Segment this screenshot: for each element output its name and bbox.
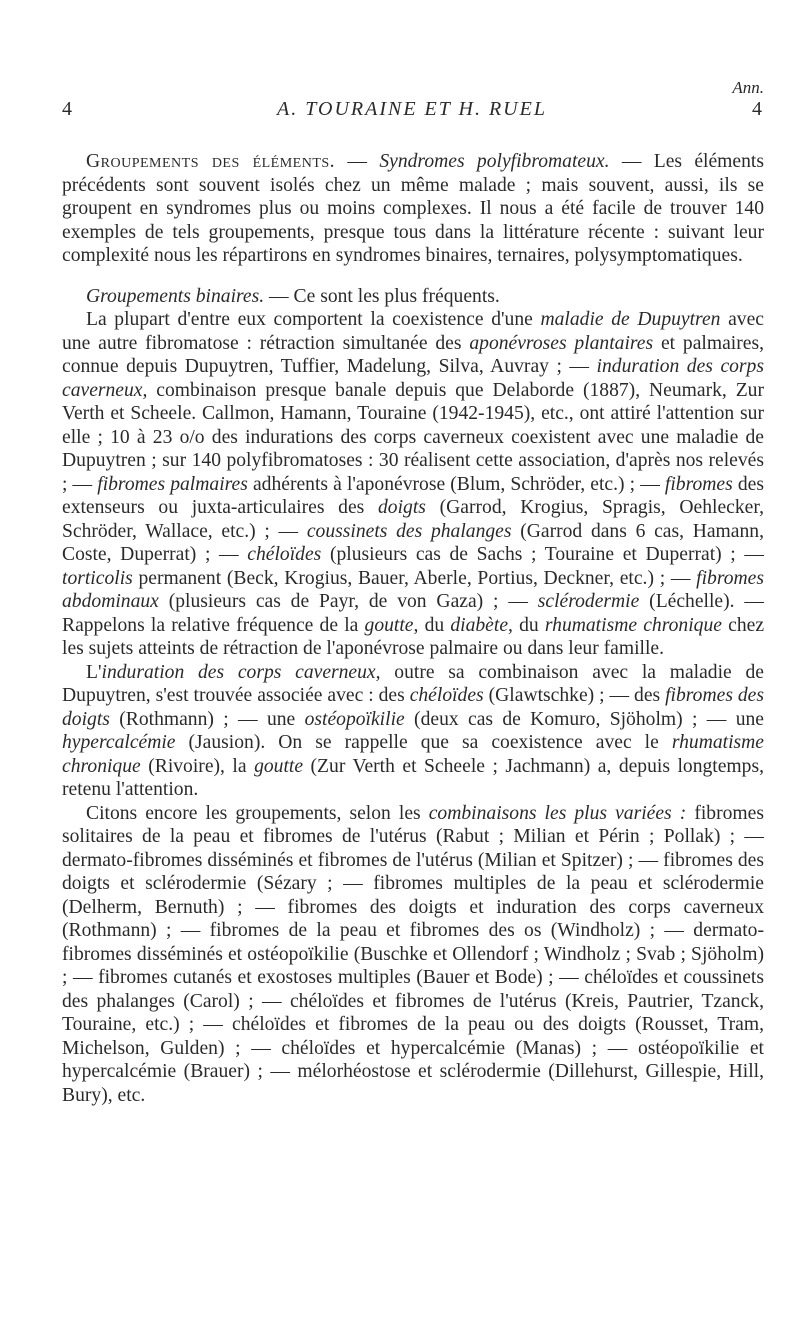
italic-term: doigts [378, 497, 426, 518]
paragraph-text: — Ce sont les plus fréquents. [264, 285, 500, 307]
page-number-left: 4 [62, 98, 72, 120]
italic-term: induration des corps caverneux, [62, 356, 764, 401]
text-run: (Glawtschke) ; — des [483, 685, 666, 706]
section-heading: Groupements des éléments. [86, 151, 336, 172]
text-run: (Zur Verth et Scheele ; Jachmann) a, depuis longtemps, retenu l'attention. [62, 755, 764, 800]
text-run: permanent (Beck, Krogius, Bauer, Aberle, Portius, Deckner, etc.) ; — [132, 567, 697, 589]
italic-term: coussinets des phalanges [306, 520, 512, 542]
text-run: du [512, 614, 545, 636]
running-title: A. TOURAINE ET H. RUEL [277, 98, 547, 120]
text-run: La plupart d'entre eux comportent la coexistence d'une [86, 309, 541, 330]
text-run: (plusieurs cas de Payr, de von Gaza) ; — [158, 591, 538, 612]
text-run: (Jausion). On se rappelle que sa coexistence avec le [175, 732, 672, 753]
text-run: (deux cas de Komuro, Sjöholm) ; — une [404, 708, 764, 730]
paragraph-citons [62, 802, 764, 1108]
text-run: (Garrod, Krogius, Spragis, Oehlecker, Schröder, Wallace, etc.) ; — [62, 497, 764, 542]
italic-term: goutte, [364, 614, 419, 636]
italic-term: ostéopoïkilie [304, 708, 405, 730]
italic-term: goutte [254, 755, 304, 777]
paragraph-text: — Les éléments précédents sont souvent isolés chez un même malade ; mais souvent, aussi, ils se groupent en syndromes plus ou moins complexes. Il nous a été facile de trouver 140 exemples de tels groupements, presque tous dans la littérature récente : suivant leur complexité nous les répartirons en syndromes binaires, ternaires, polysymptomatiques. [62, 151, 764, 266]
text-run: (plusieurs cas de Sachs ; Touraine et Duperrat) ; — [321, 544, 764, 565]
italic-term: rhumatisme chronique [544, 614, 722, 636]
text-run: des extenseurs ou juxta-articulaires des [62, 473, 764, 518]
text-run: L' [86, 661, 102, 683]
paragraph-groupements [62, 150, 764, 268]
italic-term: sclérodermie [537, 591, 640, 612]
paragraph-plupart [62, 308, 764, 661]
text-run: (Rivoire), la [140, 755, 255, 777]
italic-term: diabète, [450, 614, 513, 636]
text-run: (Rothmann) ; — une [109, 708, 305, 730]
text-run: (Léchelle). — Rappelons la relative fréquence de la [62, 591, 764, 636]
italic-term: fibromes des doigts [62, 685, 765, 730]
text-run: fibromes solitaires de la peau et fibromes de l'utérus (Rabut ; Milian et Périn ; Pollak) ; — dermato-fibromes disséminés et fibromes de l'utérus (Milian et Spitzer) ; — fibromes des doigts et sclérodermie (Sézary ; — fibromes multiples de la peau et sclérodermie (Delherm, Bernuth) ; — fibromes des doigts et induration des corps caverneux (Rothmann) ; — fibromes de la peau et fibromes des os (Windholz) ; — dermato-fibromes disséminés et ostéopoïkilie (Buschke et Ollendorf ; Windholz ; Svab ; Sjöholm) ; — fibromes cutanés et exostoses multiples (Bauer et Bode) ; — chéloïdes et coussinets des phalanges (Carol) ; — chéloïdes et fibromes de l'utérus (Kreis, Pautrier, Tzanck, Touraine, etc.) ; — chéloïdes et fibromes de la peau ou des doigts (Rousset, Tram, Michelson, Gulden) ; — chéloïdes et hypercalcémie (Manas) ; — ostéopoïkilie et hypercalcémie (Brauer) ; — mélorhéostose et sclérodermie (Dillehurst, Gillespie, Hill, Bury), etc. [62, 802, 764, 1106]
text-run: du [418, 614, 451, 636]
italic-term: induration des corps caverneux, [101, 661, 381, 683]
body-text [62, 150, 764, 1107]
italic-term: hypercalcémie [62, 732, 176, 753]
italic-term: fibromes abdominaux [62, 567, 764, 612]
italic-term: chéloïdes [409, 685, 484, 706]
italic-term: combinaisons les plus variées : [428, 802, 687, 824]
section-subtitle: Syndromes polyfibromateux. [379, 151, 610, 172]
paragraph-induration [62, 661, 764, 802]
italic-term: rhumatisme chronique [62, 732, 764, 777]
text-run: Citons encore les groupements, selon les [86, 802, 429, 824]
italic-term: fibromes palmaires [97, 473, 248, 495]
italic-term: chéloïdes [247, 544, 322, 565]
subsection-heading: Groupements binaires. [86, 285, 265, 307]
running-header [62, 98, 762, 121]
text-run: combinaison presque banale depuis que Delaborde (1887), Neumark, Zur Verth et Scheele. Callmon, Hamann, Touraine (1942-1945), etc., ont attiré l'attention sur elle ; 10 à 23 o/o des indurations des corps caverneux coexistent avec une maladie de Dupuytren ; sur 140 polyfibromatoses : 30 réalisent cette association, d'après nos relevés ; — [62, 379, 764, 495]
page-number-right: 4 [752, 98, 762, 120]
text-run: chez les sujets atteints de rétraction de l'aponévrose palmaire ou dans leur famille. [62, 614, 765, 659]
paragraph-binaires [62, 285, 764, 309]
italic-term: aponévroses plantaires [469, 332, 654, 354]
text-run: avec une autre fibromatose : rétraction simultanée des [62, 309, 764, 354]
text-run: outre sa combinaison avec la maladie de Dupuytren, s'est trouvée associée avec : des [62, 661, 764, 706]
text-run: (Garrod dans 6 cas, Hamann, Coste, Duperrat) ; — [62, 520, 764, 565]
italic-term: fibromes [664, 473, 733, 495]
text-run: adhérents à l'aponévrose (Blum, Schröder, etc.) ; — [247, 473, 665, 495]
text-run: et palmaires, connue depuis Dupuytren, Tuffier, Madelung, Silva, Auvray ; — [62, 332, 764, 377]
corner-annotation: Ann. [732, 78, 764, 97]
italic-term: maladie de Dupuytren [540, 309, 721, 330]
heading-dash: — [335, 151, 380, 172]
italic-term: torticolis [62, 567, 133, 589]
